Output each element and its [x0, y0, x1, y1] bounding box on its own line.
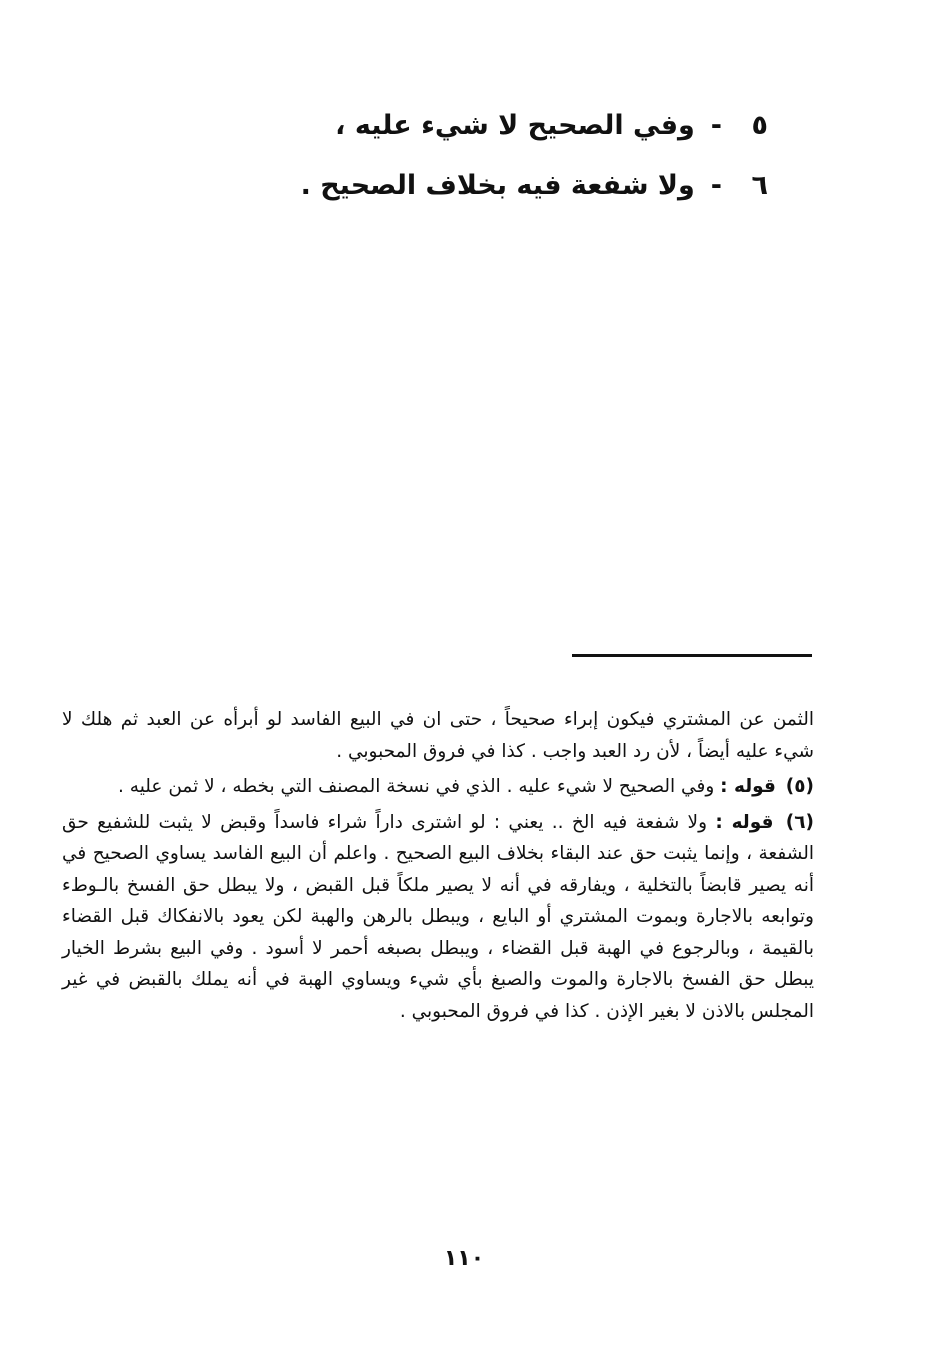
- item-number: ٥: [751, 110, 768, 141]
- item-dash: -: [710, 170, 722, 201]
- footnote-ref: (٦): [785, 811, 815, 833]
- footnotes: [62, 704, 814, 1031]
- item-number: ٦: [751, 170, 768, 201]
- footnote-keyword: قوله :: [715, 811, 774, 833]
- item-text: وفي الصحيح لا شيء عليه ،: [335, 110, 695, 141]
- main-text: [208, 96, 768, 216]
- item-dash: -: [710, 110, 722, 141]
- footnote-6: [62, 807, 814, 1028]
- page-number: ١١٠: [443, 1246, 485, 1271]
- main-line-6: [208, 156, 768, 216]
- footnote-ref: (٥): [785, 776, 814, 797]
- item-text: ولا شفعة فيه بخلاف الصحيح .: [300, 170, 695, 201]
- footnote-5: [62, 771, 814, 803]
- main-line-5: [208, 96, 768, 156]
- footnote-separator: [572, 654, 812, 657]
- footnote-continuation: الثمن عن المشتري فيكون إبراء صحيحاً ، حتى ان في البيع الفاسد لو أبرأه عن العبد ثم هلك لا شيء عليه أيضاً ، لأن رد العبد واجب . كذا في فروق المحبوبي .: [62, 709, 814, 762]
- footnote-text: وفي الصحيح لا شيء عليه . الذي في نسخة المصنف التي بخطه ، لا ثمن عليه .: [118, 776, 715, 797]
- footnote-text: ولا شفعة فيه الخ .. يعني : لو اشترى داراً شراء فاسداً وقبض لا يثبت للشفيع حق الشفعة ، وإنما يثبت حق عند البقاء بخلاف البيع الصحيح . واعلم أن البيع الفاسد يساوي الصحيح في أنه يصير قابضاً بالتخلية ، ويفارقه في أنه لا يصير ملكاً قبل القبض ، ولا يبطل حق الفسخ بالـوطء وتوابعه بالاجارة وبموت المشتري أو البايع ، ويبطل بالرهن والهبة لكن يعود بالانفكاك قبل القضاء بالقيمة ، وبالرجوع في الهبة قبل القضاء ، ويبطل بصبغه أحمر لا أسود . وفي البيع بشرط الخيار يبطل حق الفسخ بالاجارة والموت والصبغ بأي شيء ويساوي الهبة في أنه يملك بالقبض في غير المجلس بالاذن لا بغير الإذن . كذا في فروق المحبوبي .: [62, 811, 814, 1022]
- footnote-keyword: قوله :: [720, 776, 776, 797]
